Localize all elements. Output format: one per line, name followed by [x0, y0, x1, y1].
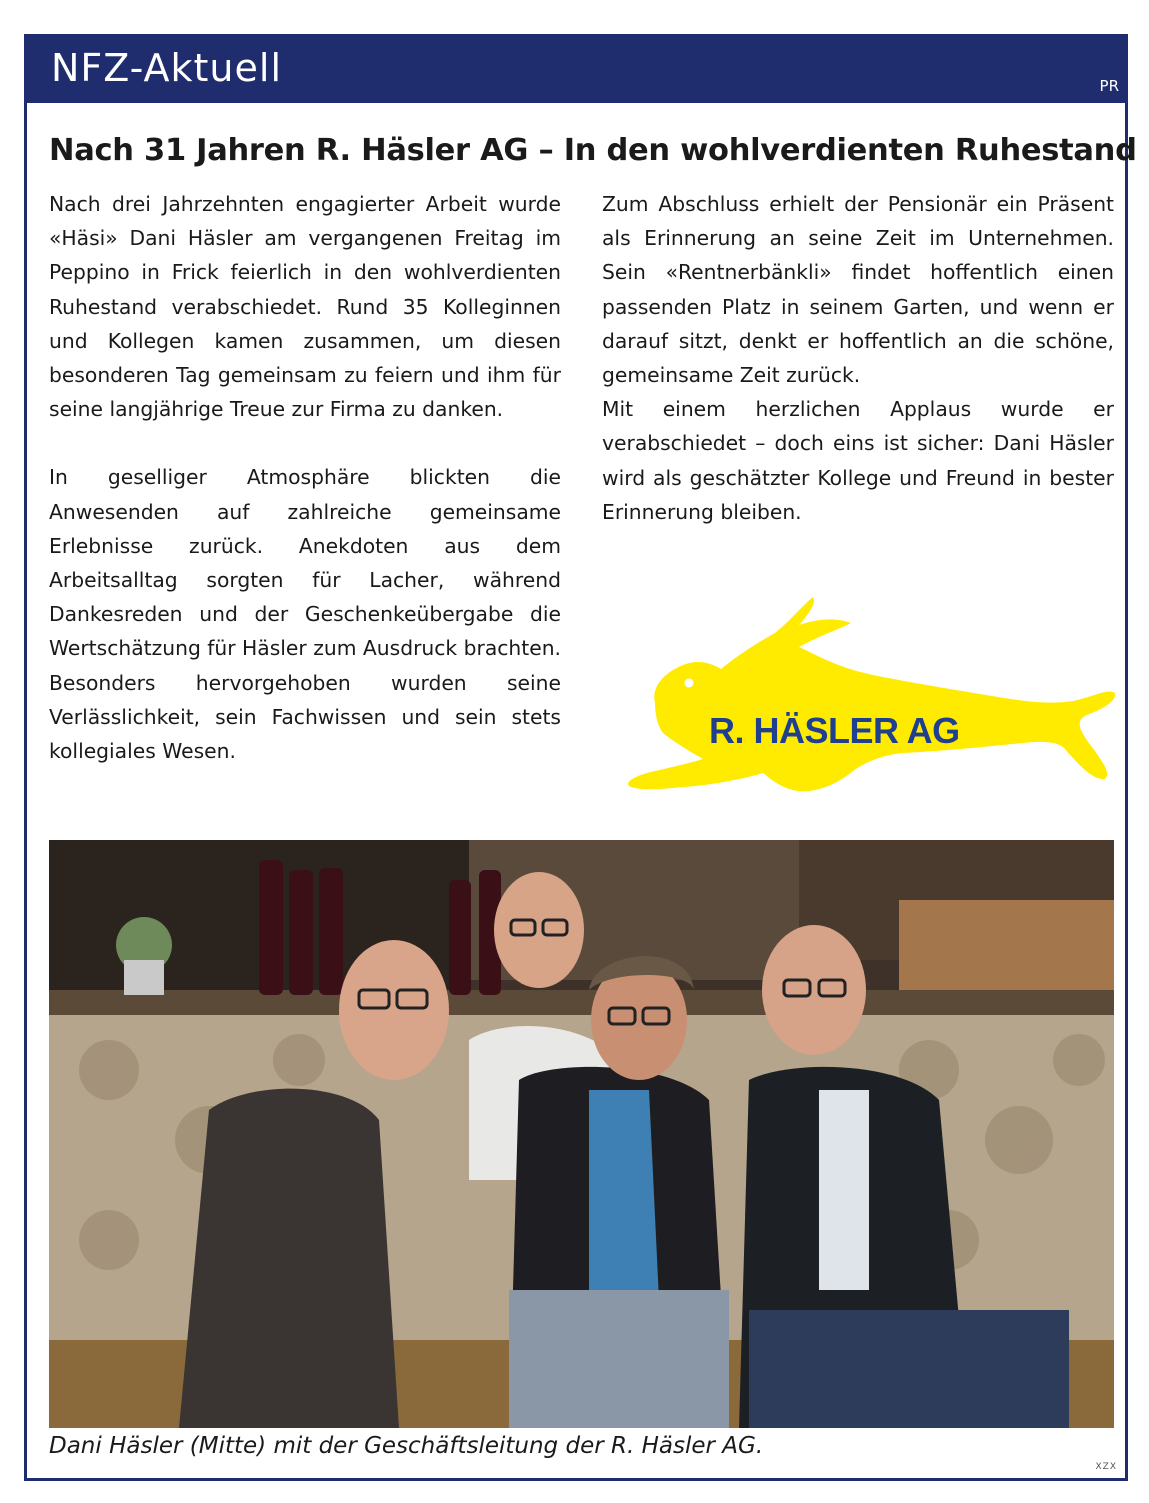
header-divider [27, 101, 1125, 103]
paragraph: Zum Abschluss erhielt der Pensionär ein Präsent als Erinnerung an seine Zeit im Unternehmen. Sein «Rentnerbänkli» findet hoffentlich einen passenden Platz in seinem Garten, und wenn er darauf sitzt, denkt er hoffentlich an die schöne, gemeinsame Zeit zurück. [602, 192, 1114, 388]
photo-illustration [49, 840, 1114, 1428]
article-column-right [602, 187, 1114, 529]
article-frame [24, 34, 1137, 1481]
hare-logo-icon [603, 593, 1123, 803]
paragraph: Mit einem herzlichen Applaus wurde er verabschiedet – doch eins ist sicher: Dani Häsler wird als geschätzter Kollege und Freund in bester Erinnerung bleiben. [602, 397, 1114, 524]
article-column-left [49, 187, 561, 768]
photo-caption: Dani Häsler (Mitte) mit der Geschäftsleitung der R. Häsler AG. [49, 1433, 764, 1459]
hare-eye [685, 679, 694, 688]
logo-text: R. HÄSLER AG [709, 710, 960, 751]
section-title: NFZ-Aktuell [51, 46, 283, 90]
company-logo [603, 593, 1123, 803]
footer-tag: XZX [1095, 1462, 1117, 1472]
section-header [27, 37, 1125, 101]
pr-tag: PR [1099, 77, 1119, 95]
group-photo [49, 840, 1114, 1428]
paragraph: Nach drei Jahrzehnten engagierter Arbeit wurde «Häsi» Dani Häsler am vergangenen Freitag im Peppino in Frick feierlich in den wohlverdienten Ruhestand verabschiedet. Rund 35 Kolleginnen und Kollegen kamen zusammen, um diesen besonderen Tag gemeinsam zu feiern und ihm für seine langjährige Treue zur Firma zu danken. [49, 192, 561, 422]
article-headline: Nach 31 Jahren R. Häsler AG – In den wohlverdienten Ruhestand [49, 133, 1137, 168]
paragraph: In geselliger Atmosphäre blickten die Anwesenden auf zahlreiche gemeinsame Erlebnisse zurück. Anekdoten aus dem Arbeitsalltag sorgten für Lacher, während Dankesreden und der Geschenkeübergabe die Wertschätzung für Häsler zum Ausdruck brachten. Besonders hervorgehoben wurden seine Verlässlichkeit, sein Fachwissen und sein stets kollegiales Wesen. [49, 465, 561, 764]
